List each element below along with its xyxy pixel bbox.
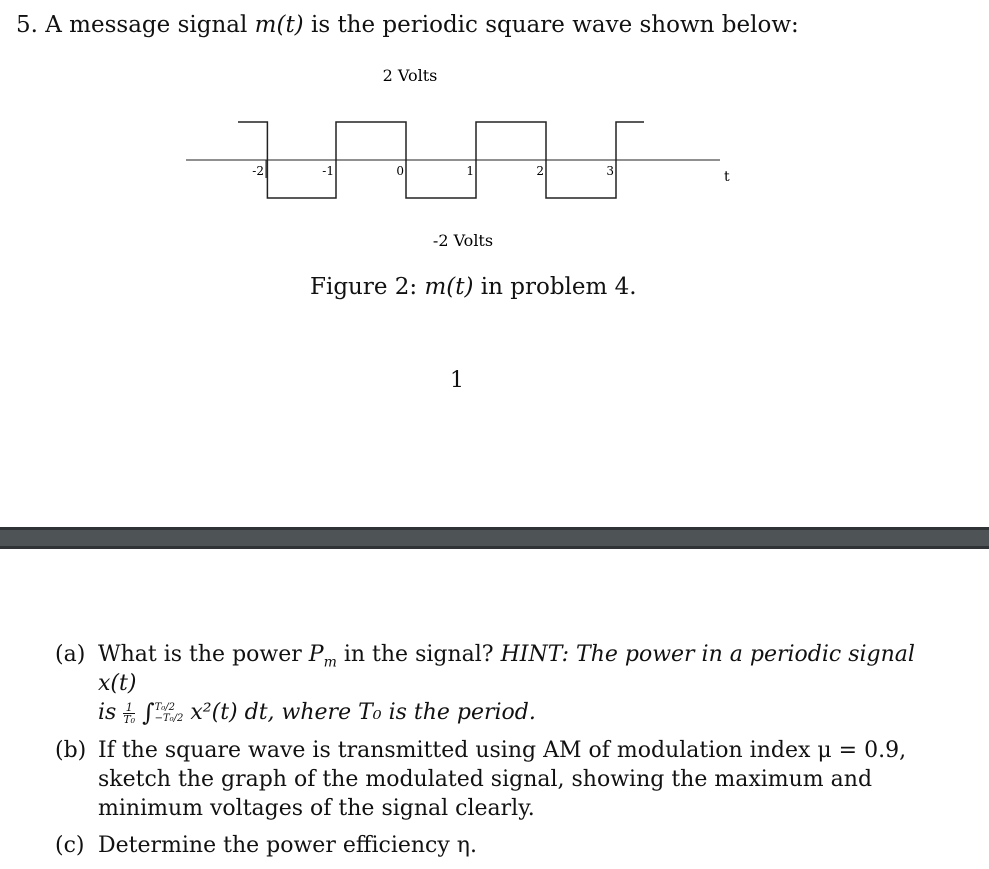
page-number: 1 xyxy=(450,368,464,393)
fraction-numerator: 1 xyxy=(123,702,135,714)
lower-limit: −T₀/2 xyxy=(154,713,184,724)
part-c xyxy=(55,831,935,860)
tick-label: -2 xyxy=(252,164,264,178)
problem-text-after: is the periodic square wave shown below: xyxy=(303,12,799,38)
axis-label-t: t xyxy=(724,169,730,185)
part-a xyxy=(55,640,935,728)
question-parts xyxy=(55,640,935,868)
fraction-denominator: T₀ xyxy=(123,712,136,726)
part-c-label: (c) xyxy=(55,832,85,858)
problem-number: 5. xyxy=(16,12,38,38)
caption-prefix: Figure 2: xyxy=(310,274,425,300)
page-separator xyxy=(0,527,989,549)
hint-is: is xyxy=(98,700,124,725)
top-volt-label: 2 Volts xyxy=(382,66,438,85)
square-wave-figure xyxy=(0,60,989,260)
hint-text: HINT: The power in a periodic signal x(t) xyxy=(98,642,915,696)
part-a-q1: What is the power xyxy=(98,642,309,667)
part-b-label: (b) xyxy=(55,737,87,763)
fraction-one-over-t0 xyxy=(123,702,135,725)
integrand: x²(t) dt, where T₀ is the period. xyxy=(190,700,536,725)
integral-limits xyxy=(155,702,184,724)
problem-statement xyxy=(16,12,799,38)
part-a-line-2 xyxy=(98,698,935,728)
power-symbol: P xyxy=(308,642,324,667)
problem-text-before: A message signal xyxy=(37,12,255,38)
part-a-q2: in the signal? xyxy=(336,642,501,667)
caption-math: m(t) xyxy=(424,274,474,300)
power-subscript: m xyxy=(323,654,337,671)
part-a-label: (a) xyxy=(55,642,86,667)
bottom-volt-label: -2 Volts xyxy=(432,231,494,250)
upper-limit: T₀/2 xyxy=(154,702,176,713)
signal-symbol: m(t) xyxy=(254,12,304,38)
part-c-text: Determine the power efficiency η. xyxy=(98,832,477,858)
tick-label: 2 xyxy=(536,164,544,178)
tick-label: 1 xyxy=(466,164,474,178)
part-b xyxy=(55,736,935,823)
integral-sign: ∫ xyxy=(142,698,155,727)
part-b-text: If the square wave is transmitted using AM of modulation index μ = 0.9, sketch the graph of the modulated signal, showing the maximum and minimum voltages of the signal clearly. xyxy=(98,737,907,821)
tick-label: 3 xyxy=(606,164,614,178)
part-a-line-1 xyxy=(98,640,935,698)
caption-suffix: in problem 4. xyxy=(473,274,637,300)
tick-label: 0 xyxy=(396,164,404,178)
figure-caption xyxy=(310,274,637,300)
tick-label: -1 xyxy=(322,164,334,178)
